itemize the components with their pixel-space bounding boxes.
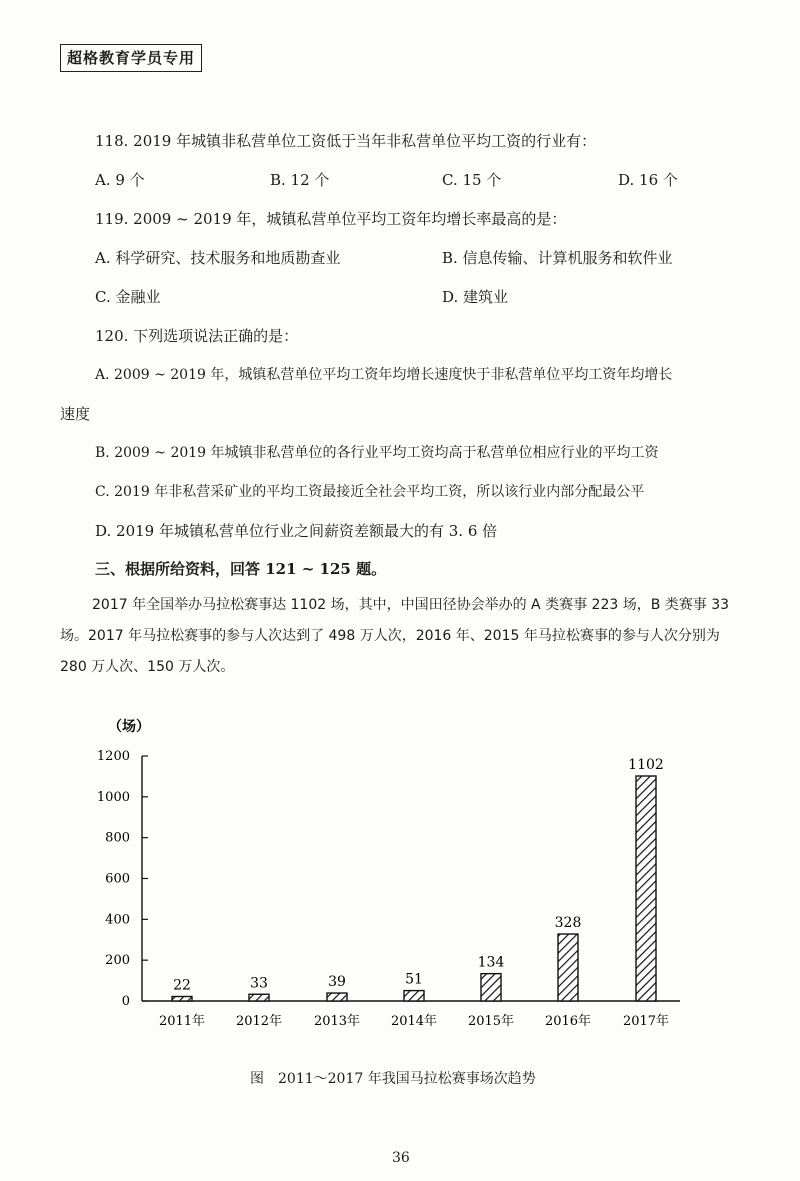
header-label: 超格教育学员专用 — [60, 44, 202, 72]
bar-2012年 — [249, 994, 269, 1001]
q119-option-c: C. 金融业 — [95, 288, 161, 306]
y-tick-label: 800 — [105, 830, 130, 846]
x-tick-label: 2017年 — [622, 1014, 670, 1029]
y-tick-label: 600 — [105, 871, 130, 887]
material-passage: 2017 年全国举办马拉松赛事达 1102 场，其中，中国田径协会举办的 A 类赛事 223 场，B 类赛事 33 场。2017 年马拉松赛事的参与人次达到了 498 万人次，2016 年、2015 年马拉松赛事的参与人次分别为 280 万人次、150 万人次。 — [60, 597, 730, 675]
bar-value-label: 39 — [328, 974, 346, 991]
q120-stem: 120. 下列选项说法正确的是： — [95, 327, 299, 345]
q120-option-a-cont: 速度 — [60, 405, 91, 423]
y-axis-unit-label: （场） — [108, 719, 150, 735]
section-title: 三、根据所给资料，回答 121 ~ 125 题。 — [95, 560, 387, 578]
bar-value-label: 33 — [250, 975, 268, 992]
q119-option-b: B. 信息传输、计算机服务和软件业 — [442, 249, 673, 267]
q120-option-b: B. 2009 ~ 2019 年城镇非私营单位的各行业平均工资均高于私营单位相应行业的平均工资 — [95, 445, 659, 461]
q119-stem: 119. 2009 ~ 2019 年，城镇私营单位平均工资年均增长率最高的是： — [95, 210, 567, 228]
q119-option-a: A. 科学研究、技术服务和地质勘查业 — [95, 249, 341, 267]
y-tick-label: 200 — [105, 953, 130, 969]
q118-option-a: A. 9 个 — [95, 171, 145, 189]
q120-option-c: C. 2019 年非私营采矿业的平均工资最接近全社会平均工资，所以该行业内部分配最公平 — [95, 484, 645, 500]
page-number: 36 — [392, 1150, 410, 1166]
q118-option-c: C. 15 个 — [442, 171, 502, 189]
q120-option-d: D. 2019 年城镇私营单位行业之间薪资差额最大的有 3. 6 倍 — [95, 522, 498, 540]
x-tick-label: 2014年 — [390, 1014, 438, 1029]
x-tick-label: 2011年 — [158, 1014, 206, 1029]
q118-stem: 118. 2019 年城镇非私营单位工资低于当年非私营单位平均工资的行业有： — [95, 132, 597, 150]
x-tick-label: 2016年 — [544, 1014, 592, 1029]
bar-value-label: 1102 — [628, 757, 664, 774]
bar-2015年 — [481, 974, 501, 1001]
q118-option-b: B. 12 个 — [270, 171, 330, 189]
y-tick-label: 1000 — [96, 789, 130, 805]
bar-value-label: 328 — [554, 915, 582, 932]
y-tick-label: 1200 — [96, 749, 130, 764]
x-tick-label: 2015年 — [467, 1014, 515, 1029]
bar-2011年 — [172, 997, 192, 1001]
bar-2017年 — [636, 776, 656, 1001]
bar-2013年 — [327, 993, 347, 1001]
q119-option-d: D. 建筑业 — [442, 288, 509, 306]
chart-caption: 图 2011～2017 年我国马拉松赛事场次趋势 — [250, 1071, 536, 1087]
y-tick-label: 400 — [105, 912, 130, 928]
x-tick-label: 2013年 — [313, 1014, 361, 1029]
bar-value-label: 22 — [173, 977, 191, 994]
bar-value-label: 51 — [405, 971, 423, 988]
bar-2014年 — [404, 991, 424, 1001]
bar-2016年 — [558, 934, 578, 1001]
bar-value-label: 134 — [477, 954, 505, 971]
q118-option-d: D. 16 个 — [618, 171, 678, 189]
y-tick-label: 0 — [121, 994, 130, 1009]
q120-option-a: A. 2009 ~ 2019 年，城镇私营单位平均工资年均增长速度快于非私营单位平均工资年均增长 — [95, 367, 673, 383]
marathon-bar-chart — [0, 700, 800, 1060]
x-tick-label: 2012年 — [235, 1014, 283, 1029]
